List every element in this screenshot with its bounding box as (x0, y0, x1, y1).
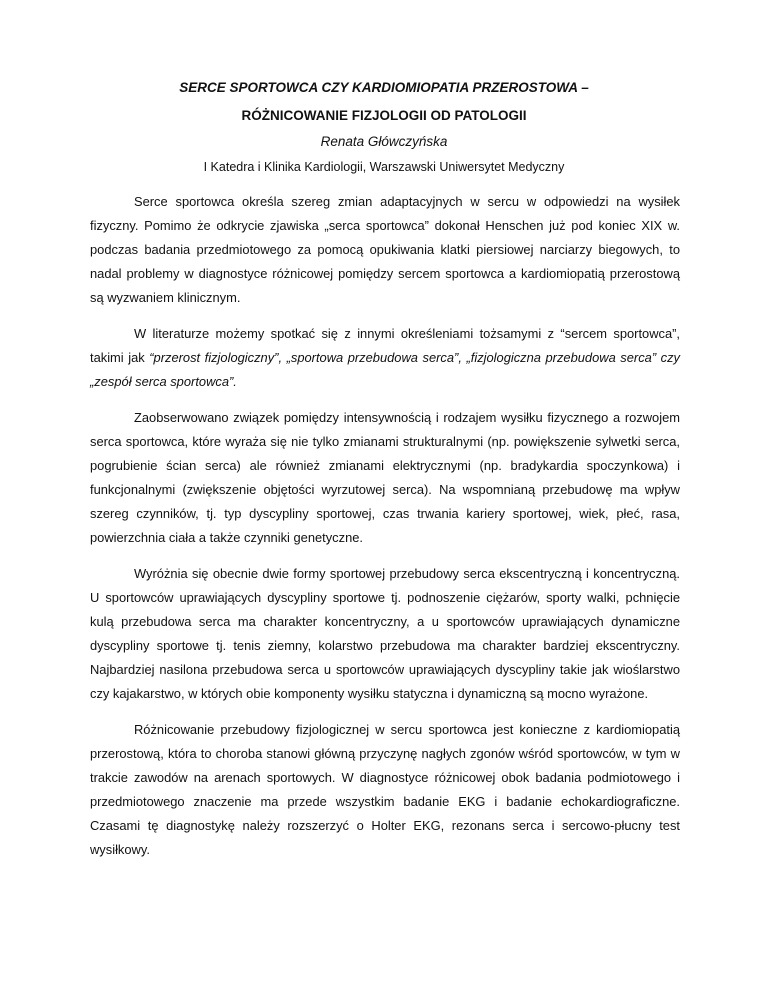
paragraph-4: Wyróżnia się obecnie dwie formy sportowej przebudowy serca ekscentryczną i koncentryczną. U sportowców uprawiających dyscypliny sportowe tj. podnoszenie ciężarów, sporty walki, pchnięcie kulą przebudowa serca ma charakter koncentryczny, a u sportowców uprawiających dynamiczne dyscypliny sportowe tj. tenis ziemny, kolarstwo przebudowa ma charakter bardziej ekscentryczny. Najbardziej nasilona przebudowa serca u sportowców uprawiających dyscypliny takie jak wioślarstwo czy kajakarstwo, w których obie komponenty wysiłku statyczna i dynamiczną są mocno wyrażone. (90, 566, 680, 701)
paragraph-2-text: W literaturze możemy spotkać się z innymi określeniami tożsamymi z “sercem sportowca”, takimi jak (90, 326, 680, 365)
paragraph-1: Serce sportowca określa szereg zmian adaptacyjnych w sercu w odpowiedzi na wysiłek fizyczny. Pomimo że odkrycie zjawiska „serca sportowca” dokonał Henschen już pod koniec XIX w. podczas badania przedmiotowego za pomocą opukiwania klatki piersiowej narciarzy biegowych, to nadal problemy w diagnostyce różnicowej pomiędzy sercem sportowca a kardiomiopatią przerostową są wyzwaniem klinicznym. (90, 194, 680, 305)
title-line-1: SERCE SPORTOWCA CZY KARDIOMIOPATIA PRZEROSTOWA – (179, 80, 589, 95)
author-affiliation: I Katedra i Klinika Kardiologii, Warszawski Uniwersytet Medyczny (203, 160, 565, 174)
author-name: Renata Główczyńska (320, 134, 448, 149)
document-body (90, 190, 680, 874)
paragraph-3: Zaobserwowano związek pomiędzy intensywnością i rodzajem wysiłku fizycznego a rozwojem serca sportowca, które wyraża się nie tylko zmianami strukturalnymi (np. powiększenie sylwetki serca, pogrubienie ścian serca) ale również zmianami elektrycznymi (np. bradykardia spoczynkowa) i funkcjonalnymi (zwiększenie objętości wyrzutowej serca). Na wspomnianą przebudowę ma wpływ szereg czynników, tj. typ dyscypliny sportowej, czas trwania kariery sportowej, wiek, płeć, rasa, powierzchnia ciała a także czynniki genetyczne. (90, 410, 680, 545)
title-line-2: RÓŻNICOWANIE FIZJOLOGII OD PATOLOGII (241, 108, 527, 123)
paragraph-2-terms: “przerost fizjologiczny”, „sportowa przebudowa serca”, „fizjologiczna przebudowa serca” czy „zespół serca sportowca”. (90, 350, 680, 389)
paragraph-5: Różnicowanie przebudowy fizjologicznej w sercu sportowca jest konieczne z kardiomiopatią przerostową, która to choroba stanowi główną przyczynę nagłych zgonów wśród sportowców, w tym w trakcie zawodów na arenach sportowych. W diagnostyce różnicowej obok badania podmiotowego i przedmiotowego znaczenie ma przede wszystkim badanie EKG i badanie echokardiograficzne. Czasami tę diagnostykę należy rozszerzyć o Holter EKG, rezonans serca i sercowo-płucny test wysiłkowy. (90, 722, 680, 857)
paragraph-2 (90, 322, 680, 394)
